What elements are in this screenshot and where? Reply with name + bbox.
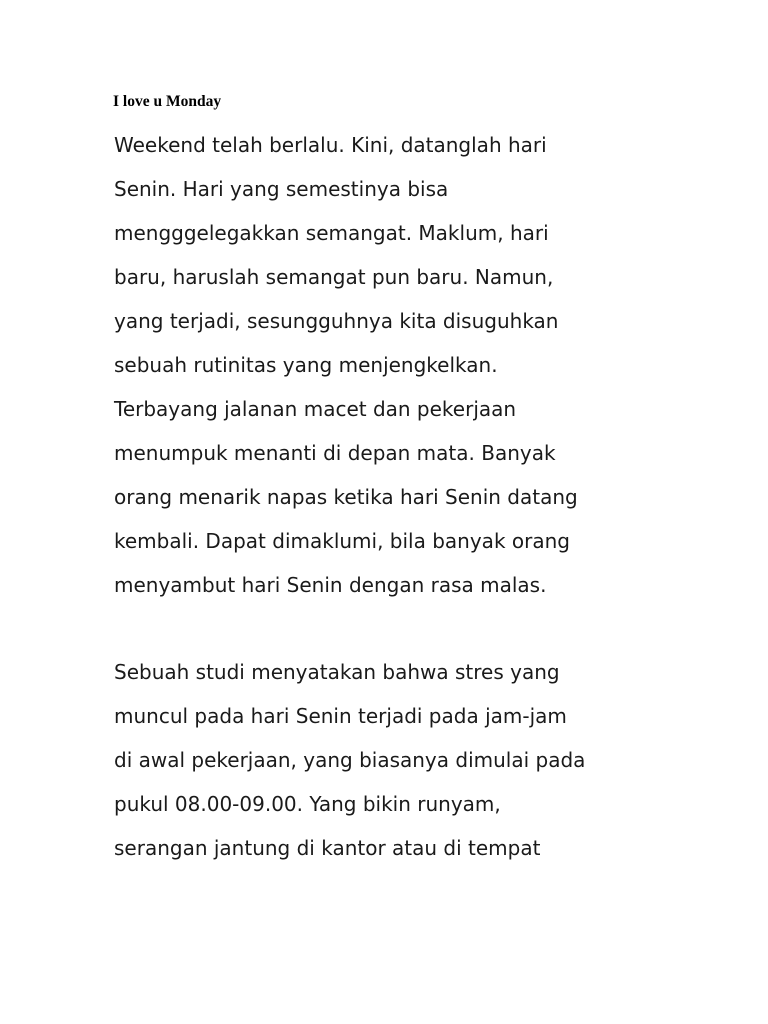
paragraph-line: pukul 08.00-09.00. Yang bikin runyam, xyxy=(114,792,501,816)
paragraph-line: Senin. Hari yang semestinya bisa xyxy=(114,177,449,201)
paragraph-line: menyambut hari Senin dengan rasa malas. xyxy=(114,573,547,597)
paragraph-line: baru, haruslah semangat pun baru. Namun, xyxy=(114,265,554,289)
paragraph-line: Weekend telah berlalu. Kini, datanglah hari xyxy=(114,133,547,157)
paragraph-line: muncul pada hari Senin terjadi pada jam-jam xyxy=(114,704,567,728)
paragraph-line: Sebuah studi menyatakan bahwa stres yang xyxy=(114,660,560,684)
paragraph-line: serangan jantung di kantor atau di tempat xyxy=(114,836,541,860)
paragraph-line: sebuah rutinitas yang menjengkelkan. xyxy=(114,353,498,377)
paragraph-line: Terbayang jalanan macet dan pekerjaan xyxy=(114,397,517,421)
paragraph-line: kembali. Dapat dimaklumi, bila banyak orang xyxy=(114,529,570,553)
paragraph-line: menumpuk menanti di depan mata. Banyak xyxy=(114,441,556,465)
paragraph-line: orang menarik napas ketika hari Senin datang xyxy=(114,485,578,509)
paragraph-line: yang terjadi, sesungguhnya kita disuguhkan xyxy=(114,309,559,333)
paragraph-line: di awal pekerjaan, yang biasanya dimulai pada xyxy=(114,748,586,772)
paragraph-line: mengggelegakkan semangat. Maklum, hari xyxy=(114,221,549,245)
document-title: I love u Monday xyxy=(113,93,222,110)
